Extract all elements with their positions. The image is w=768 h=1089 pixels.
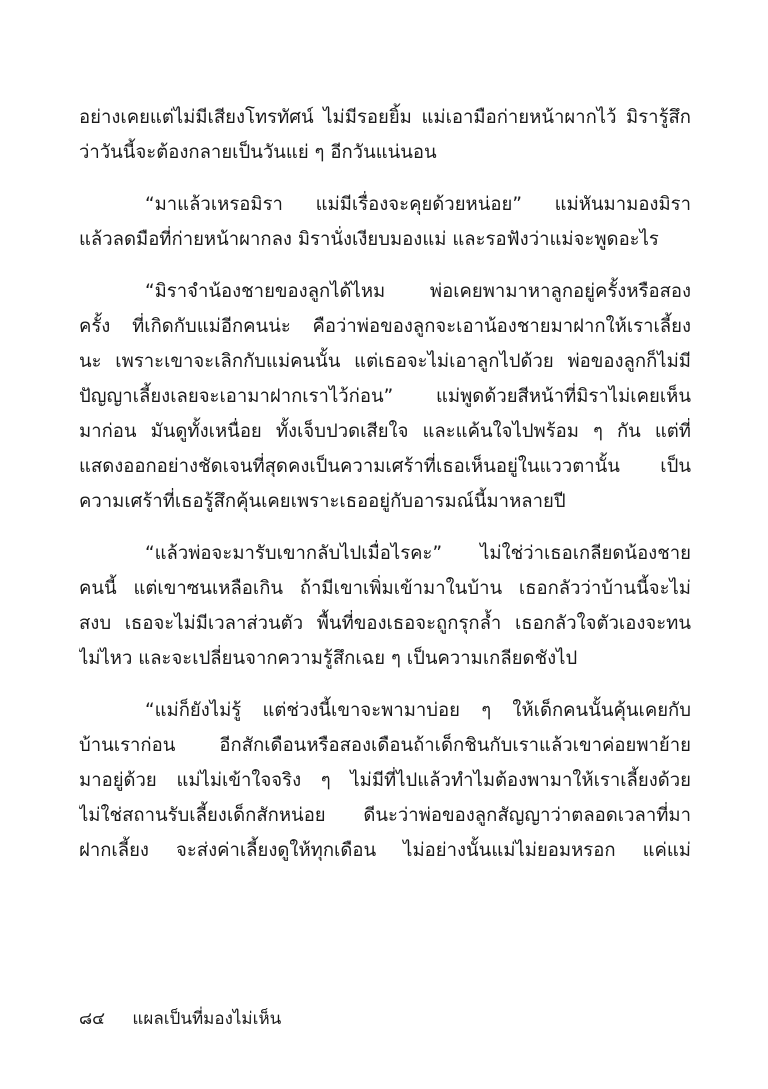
text-line: สงบ เธอจะไม่มีเวลาส่วนตัว พื้นที่ของเธอจะถูกรุกล้ำ เธอกลัวใจตัวเองจะทน [79,613,691,634]
text-line: แล้วลดมือที่ก่ายหน้าผากลง มิรานั่งเงียบมองแม่ และรอฟังว่าแม่จะพูดอะไร [79,229,659,250]
text-line: คนนี้ แต่เขาซนเหลือเกิน ถ้ามีเขาเพิ่มเข้ามาในบ้าน เธอกลัวว่าบ้านนี้จะไม่ [79,578,691,599]
text-line: อย่างเคยแต่ไม่มีเสียงโทรทัศน์ ไม่มีรอยยิ้ม แม่เอามือก่ายหน้าผากไว้ มิรารู้สึก [79,107,691,128]
paragraph [79,100,691,170]
page-footer [79,1004,281,1034]
text-line: ไม่ไหว และจะเปลี่ยนจากความรู้สึกเฉย ๆ เป็นความเกลียดชังไป [79,648,578,669]
text-line: “มิราจำน้องชายของลูกได้ไหม พ่อเคยพามาหาลูกอยู่ครั้งหรือสอง [145,281,691,302]
text-line: มาก่อน มันดูทั้งเหนื่อย ทั้งเจ็บปวดเสียใจ และแค้นใจไปพร้อม ๆ กัน แต่ที่ [79,421,691,442]
text-line: นะ เพราะเขาจะเลิกกับแม่คนนั้น แต่เธอจะไม่เอาลูกไปด้วย พ่อของลูกก็ไม่มี [79,351,691,372]
text-line: “แม่ก็ยังไม่รู้ แต่ช่วงนี้เขาจะพามาบ่อย ๆ ให้เด็กคนนั้นคุ้นเคยกับ [145,700,691,721]
text-line: “มาแล้วเหรอมิรา แม่มีเรื่องจะคุยด้วยหน่อย” แม่หันมามองมิรา [145,194,691,215]
text-line: ปัญญาเลี้ยงเลยจะเอามาฝากเราไว้ก่อน” แม่พูดด้วยสีหน้าที่มิราไม่เคยเห็น [79,386,691,407]
text-line: ฝากเลี้ยง จะส่งค่าเลี้ยงดูให้ทุกเดือน ไม่อย่างนั้นแม่ไม่ยอมหรอก แค่แม่ [79,840,691,861]
text-line: ว่าวันนี้จะต้องกลายเป็นวันแย่ ๆ อีกวันแน่นอน [79,142,437,163]
page-number: ๘๔ [79,1009,105,1029]
running-title: แผลเป็นที่มองไม่เห็น [132,1009,282,1029]
text-line: “แล้วพ่อจะมารับเขากลับไปเมื่อไรคะ” ไม่ใช่ว่าเธอเกลียดน้องชาย [145,543,691,564]
paragraph [79,274,691,519]
text-line: ความเศร้าที่เธอรู้สึกคุ้นเคยเพราะเธออยู่กับอารมณ์นี้มาหลายปี [79,491,566,512]
text-line: มาอยู่ด้วย แม่ไม่เข้าใจจริง ๆ ไม่มีที่ไปแล้วทำไมต้องพามาให้เราเลี้ยงด้วย [79,770,691,791]
paragraph [79,693,691,868]
paragraph [79,536,691,676]
paragraph [79,187,691,257]
text-line: ครั้ง ที่เกิดกับแม่อีกคนน่ะ คือว่าพ่อของลูกจะเอาน้องชายมาฝากให้เราเลี้ยง [79,316,691,337]
text-line: แสดงออกอย่างชัดเจนที่สุดคงเป็นความเศร้าที่เธอเห็นอยู่ในแววตานั้น เป็น [79,456,691,477]
text-line: บ้านเราก่อน อีกสักเดือนหรือสองเดือนถ้าเด็กชินกับเราแล้วเขาค่อยพาย้าย [79,735,691,756]
text-line: ไม่ใช่สถานรับเลี้ยงเด็กสักหน่อย ดีนะว่าพ่อของลูกสัญญาว่าตลอดเวลาที่มา [79,805,691,826]
body-text [79,100,691,885]
